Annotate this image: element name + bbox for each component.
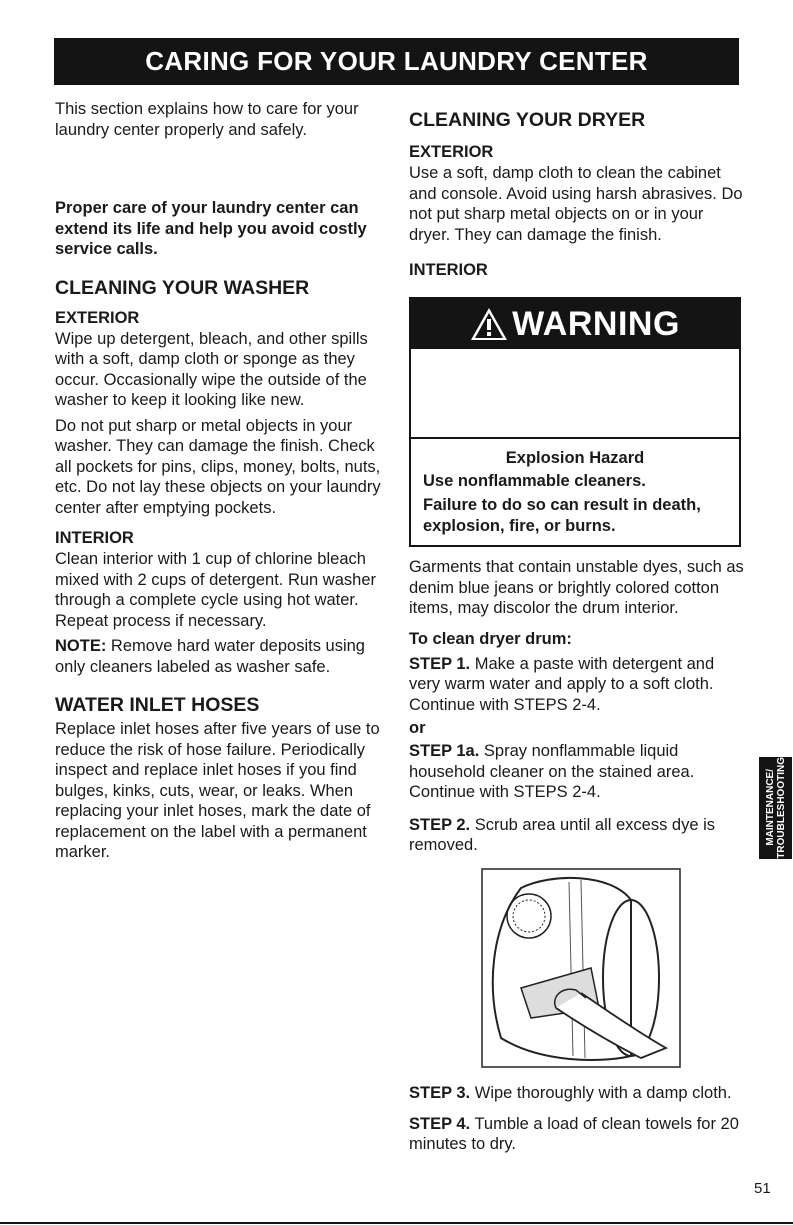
page-title-banner: CARING FOR YOUR LAUNDRY CENTER (54, 38, 739, 85)
left-column (55, 99, 390, 863)
note-text: Remove hard water deposits using only cleaners labeled as washer safe. (55, 637, 365, 676)
garments-text: Garments that contain unstable dyes, such as denim blue jeans or brightly colored cotton items, may discolor the drum interior. (409, 558, 744, 617)
step1a (409, 741, 744, 803)
warning-box (409, 297, 741, 547)
washer-interior-p1: Clean interior with 1 cup of chlorine bleach mixed with 2 cups of detergent. Run washer through a complete cycle using hot water. Repeat process if necessary. (55, 550, 377, 630)
drum-scrubbing-illustration (481, 868, 681, 1068)
side-tab-label: MAINTENANCE/ TROUBLESHOOTING (764, 757, 787, 859)
washer-heading: CLEANING YOUR WASHER (55, 276, 310, 299)
page-number: 51 (754, 1180, 771, 1197)
step3 (409, 1083, 744, 1104)
care-lead-text: Proper care of your laundry center can extend its life and help you avoid costly service calls. (55, 199, 367, 258)
step4 (409, 1114, 744, 1155)
step1-label: STEP 1. (409, 654, 471, 673)
step1-text: Make a paste with detergent and very warm water and apply to a soft cloth. Continue with STEPS 2-4. (409, 654, 715, 714)
hoses-heading: WATER INLET HOSES (55, 694, 260, 716)
washer-exterior-p2: Do not put sharp or metal objects in your washer. They can damage the finish. Check all pockets for pins, clips, money, bolts, nuts, etc. Do not lay these objects on your laundry center after emptying pockets. (55, 416, 381, 517)
step4-label: STEP 4. (409, 1114, 471, 1133)
washer-exterior-p1: Wipe up detergent, bleach, and other spills with a soft, damp cloth or sponge as they occur. Occasionally wipe the outside of the washer to keep it looking like new. (55, 329, 368, 409)
section-side-tab (759, 757, 792, 859)
dryer-interior-heading: INTERIOR (409, 261, 488, 279)
step2-text: Scrub area until all excess dye is removed. (409, 815, 716, 854)
hoses-text: Replace inlet hoses after five years of use to reduce the risk of hose failure. Periodically inspect and replace inlet hoses if you find bulges, kinks, cuts, wear, or leaks. When replacing your inlet hoses, mark the date of replacement on the label with a permanent marker. (55, 720, 380, 861)
dryer-heading: CLEANING YOUR DRYER (409, 109, 646, 131)
dryer-exterior-p1: Use a soft, damp cloth to clean the cabinet and console. Avoid using harsh abrasives. Do not put sharp metal objects on or in your dryer. They can damage the finish. (409, 164, 743, 244)
step2-label: STEP 2. (409, 815, 471, 834)
dryer-exterior-heading: EXTERIOR (409, 143, 494, 161)
drum-heading: To clean dryer drum: (409, 629, 572, 648)
washer-exterior-heading: EXTERIOR (55, 308, 140, 327)
step3-text: Wipe thoroughly with a damp cloth. (470, 1084, 732, 1102)
or-text: or (409, 719, 426, 737)
warning-header (411, 299, 739, 349)
step3-label: STEP 3. (409, 1084, 471, 1102)
step1a-text: Spray nonflammable liquid household cleaner on the stained area. Continue with STEPS 2-4. (409, 742, 695, 801)
warning-blank-area (411, 349, 739, 439)
step1 (409, 654, 744, 716)
warning-triangle-icon (470, 307, 508, 341)
step2 (409, 815, 744, 856)
warning-line2: Failure to do so can result in death, explosion, fire, or burns. (423, 496, 701, 535)
warning-label: WARNING (512, 304, 680, 343)
bottom-rule (0, 1222, 793, 1224)
warning-title: Explosion Hazard (505, 449, 645, 467)
note-label: NOTE: (55, 637, 107, 655)
intro-text: This section explains how to care for your laundry center properly and safely. (55, 100, 359, 139)
right-column (409, 108, 744, 1155)
washer-note (55, 636, 390, 677)
washer-interior-heading: INTERIOR (55, 529, 134, 547)
warning-line1: Use nonflammable cleaners. (423, 472, 646, 490)
step1a-label: STEP 1a. (409, 742, 480, 760)
step4-text: Tumble a load of clean towels for 20 minutes to dry. (409, 1114, 739, 1153)
warning-body (411, 439, 739, 545)
